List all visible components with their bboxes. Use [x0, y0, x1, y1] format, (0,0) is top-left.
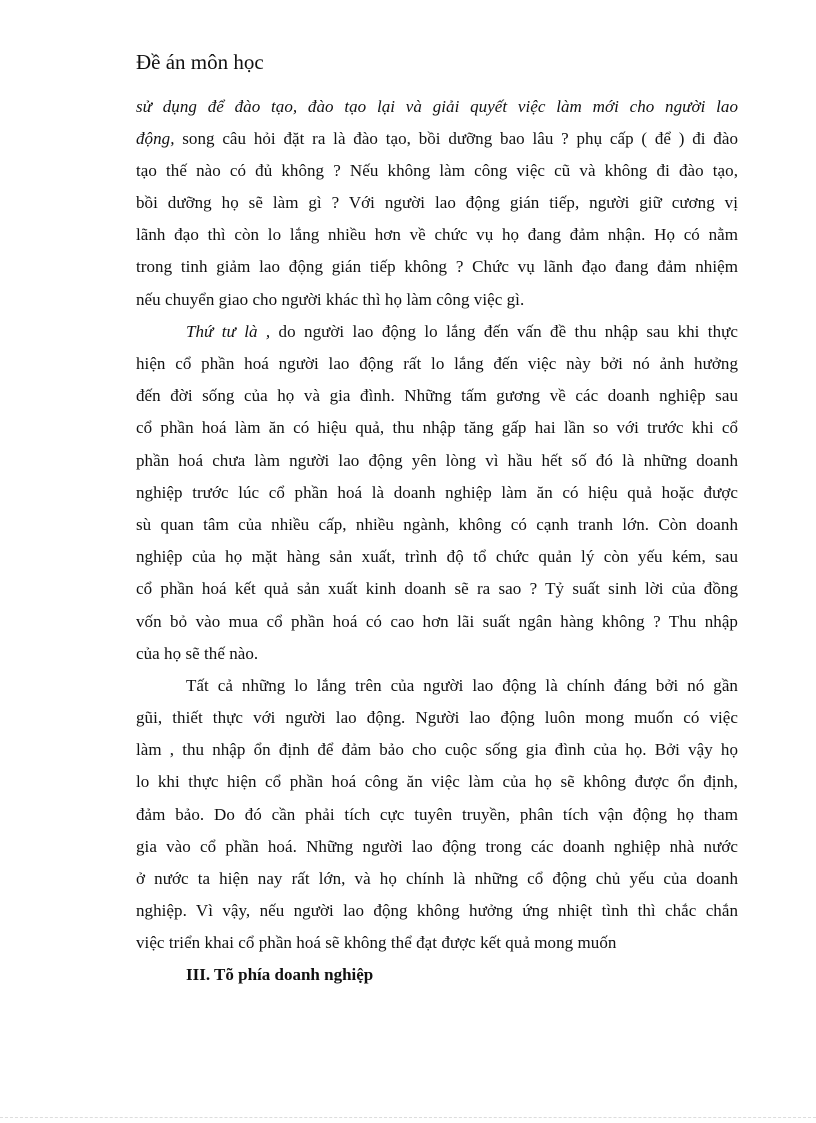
body-line: hiện cổ phần hoá người lao động rất lo lắng đến việc này bởi nó ảnh hưởng [136, 354, 738, 373]
body-line: phần hoá chưa làm người lao động yên lòng vì hầu hết số đó là những doanh [136, 451, 738, 470]
body-line [186, 321, 738, 343]
body-line: Tất cả những lo lắng trên của người lao động là chính đáng bởi nó gần [186, 676, 738, 695]
text-fragment: song câu hỏi đặt ra là đào tạo, bồi dưỡng bao lâu ? phụ cấp ( để ) đi đào [174, 129, 738, 148]
body-line: ở nước ta hiện nay rất lớn, và họ chính là những cổ động chủ yếu của doanh [136, 869, 738, 888]
body-line: việc triển khai cổ phần hoá sẽ không thể đạt được kết quả mong muốn [136, 933, 617, 952]
body-line: cổ phần hoá làm ăn có hiệu quả, thu nhập tăng gấp hai lần so với trước khi cổ [136, 418, 738, 437]
body-line: trong tinh giảm lao động gián tiếp không ? Chức vụ lãnh đạo đang đảm nhiệm [136, 257, 738, 276]
italic-fragment: động, [136, 129, 175, 148]
page-bottom-divider [0, 1117, 816, 1118]
page-header: Đề án môn học [136, 50, 264, 74]
body-line: của họ sẽ thế nào. [136, 644, 259, 663]
body-line: tạo thế nào có đủ không ? Nếu không làm công việc cũ và không đi đào tạo, [136, 161, 738, 180]
body-line: vốn bỏ vào mua cổ phần hoá có cao hơn lãi suất ngân hàng không ? Thu nhập [136, 612, 738, 631]
body-line: nghiệp của họ mặt hàng sản xuất, trình độ tổ chức quản lý còn yếu kém, sau [136, 547, 738, 566]
body-line: gia vào cổ phần hoá. Những người lao động trong các doanh nghiệp nhà nước [136, 837, 738, 856]
body-line: làm , thu nhập ổn định để đảm bảo cho cuộc sống gia đình của họ. Bởi vậy họ [136, 740, 738, 759]
body-line [136, 128, 738, 150]
body-line: lãnh đạo thì còn lo lắng nhiều hơn về chức vụ họ đang đảm nhận. Họ có nằm [136, 225, 738, 244]
body-line: nghiệp. Vì vậy, nếu người lao động không hưởng ứng nhiệt tình thì chắc chắn [136, 901, 738, 920]
body-line: đảm bảo. Do đó cần phải tích cực tuyên truyền, phân tích vận động họ tham [136, 805, 738, 824]
body-line: lo khi thực hiện cổ phần hoá công ăn việc làm của họ sẽ không được ổn định, [136, 772, 738, 791]
body-line: sù quan tâm của nhiều cấp, nhiều ngành, không có cạnh tranh lớn. Còn doanh [136, 515, 738, 534]
body-line: gũi, thiết thực với người lao động. Người lao động luôn mong muốn có việc [136, 708, 738, 727]
body-line: cổ phần hoá kết quả sản xuất kinh doanh sẽ ra sao ? Tỷ suất sinh lời của đồng [136, 579, 738, 598]
body-line: đến đời sống của họ và gia đình. Những tấm gương về các doanh nghiệp sau [136, 386, 738, 405]
text-fragment: do người lao động lo lắng đến vấn đề thu nhập sau khi thực [270, 322, 738, 341]
italic-fragment: Thứ tư là , [186, 322, 271, 341]
body-line: nghiệp trước lúc cổ phần hoá là doanh nghiệp làm ăn có hiệu quả hoặc được [136, 483, 738, 502]
body-line: sử dụng để đào tạo, đào tạo lại và giải quyết việc làm mới cho người lao [136, 97, 738, 116]
section-heading: III. Tõ phía doanh nghiệp [186, 965, 374, 984]
body-line: nếu chuyển giao cho người khác thì họ làm công việc gì. [136, 290, 525, 309]
body-line: bồi dưỡng họ sẽ làm gì ? Với người lao động gián tiếp, người giữ cương vị [136, 193, 738, 212]
